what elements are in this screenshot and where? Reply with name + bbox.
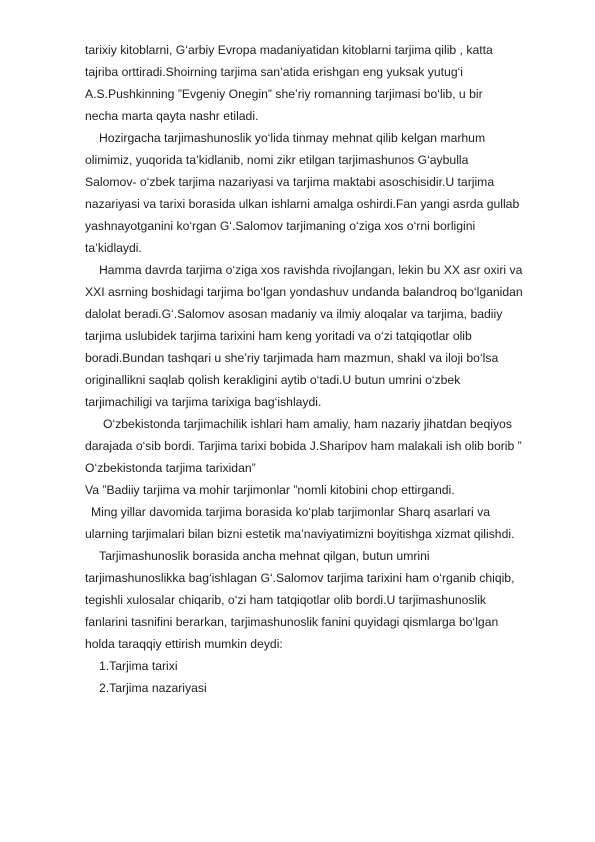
- text-line: Va ”Badiiy tarjima va mohir tarjimonlar ”nomli kitobini chop ettirgandi.: [85, 483, 455, 497]
- text-line: A.S.Pushkinning ”Evgeniy Onegin” she’riy romanning tarjimasi bo‘lib, u bir: [85, 87, 483, 101]
- text-line: nazariyasi va tarixi borasida ulkan ishlarni amalga oshirdi.Fan yangi asrda gullab: [85, 197, 520, 211]
- text-line: ularning tarjimalari bilan bizni estetik ma’naviyatimizni boyitishga xizmat qilishdi.: [85, 527, 515, 541]
- text-line: XXI asrning boshidagi tarjima bo‘lgan yondashuv undanda balandroq bo‘lganidan: [85, 285, 523, 299]
- text-line: tarjimashunoslikka bag‘ishlagan G‘.Salomov tarjima tarixini ham o‘rganib chiqib,: [85, 571, 515, 585]
- text-line: olimimiz, yuqorida ta’kidlanib, nomi zikr etilgan tarjimashunos G‘aybulla: [85, 153, 469, 167]
- text-line: tajriba orttiradi.Shoirning tarjima san’atida erishgan eng yuksak yutug‘i: [85, 65, 464, 79]
- text-line: ta’kidlaydi.: [85, 241, 142, 255]
- paragraph-start: Hozirgacha tarjimashunoslik yo‘lida tinmay mehnat qilib kelgan marhum: [99, 131, 486, 145]
- text-line: fanlarini tasnifini berarkan, tarjimashunoslik fanini quyidagi qismlarga bo‘lgan: [85, 615, 499, 629]
- paragraph-start: Hamma davrda tarjima o‘ziga xos ravishda rivojlangan, lekin bu XX asr oxiri va: [99, 263, 523, 277]
- paragraph-start: Ming yillar davomida tarjima borasida ko‘plab tarjimonlar Sharq asarlari va: [91, 505, 490, 519]
- text-line: tarjima uslubidek tarjima tarixini ham keng yoritadi va o‘zi tatqiqotlar olib: [85, 329, 472, 343]
- paragraph-start: Tarjimashunoslik borasida ancha mehnat qilgan, butun umrini: [99, 549, 430, 563]
- text-line: O‘zbekistonda tarjima tarixidan”: [85, 461, 256, 475]
- text-line: tarixiy kitoblarni, G‘arbiy Evropa madaniyatidan kitoblarni tarjima qilib , katta: [85, 43, 493, 57]
- text-line: originallikni saqlab qolish kerakligini aytib o‘tadi.U butun umrini o‘zbek: [85, 373, 461, 387]
- paragraph-start: O‘zbekistonda tarjimachilik ishlari ham amaliy, ham nazariy jihatdan beqiyos: [103, 417, 512, 431]
- text-line: tarjimachiligi va tarjima tarixiga bag‘ishlaydi.: [85, 395, 322, 409]
- text-line: Salomov- o‘zbek tarjima nazariyasi va tarjima maktabi asoschisidir.U tarjima: [85, 175, 495, 189]
- text-line: necha marta qayta nashr etiladi.: [85, 109, 259, 123]
- list-item: 1.Tarjima tarixi: [99, 659, 178, 673]
- text-line: holda taraqqiy ettirish mumkin deydi:: [85, 637, 283, 651]
- text-line: tegishli xulosalar chiqarib, o‘zi ham tatqiqotlar olib bordi.U tarjimashunoslik: [85, 593, 487, 607]
- text-line: yashnayotganini ko‘rgan G‘.Salomov tarjimaning o‘ziga xos o‘rni borligini: [85, 219, 476, 233]
- text-line: darajada o‘sib bordi. Tarjima tarixi bobida J.Sharipov ham malakali ish olib borib ”: [85, 439, 522, 453]
- text-line: dalolat beradi.G‘.Salomov asosan madaniy va ilmiy aloqalar va tarjima, badiiy: [85, 307, 503, 321]
- list-item: 2.Tarjima nazariyasi: [99, 681, 207, 695]
- text-line: boradi.Bundan tashqari u she’riy tarjimada ham mazmun, shakl va iloji bo‘lsa: [85, 351, 499, 365]
